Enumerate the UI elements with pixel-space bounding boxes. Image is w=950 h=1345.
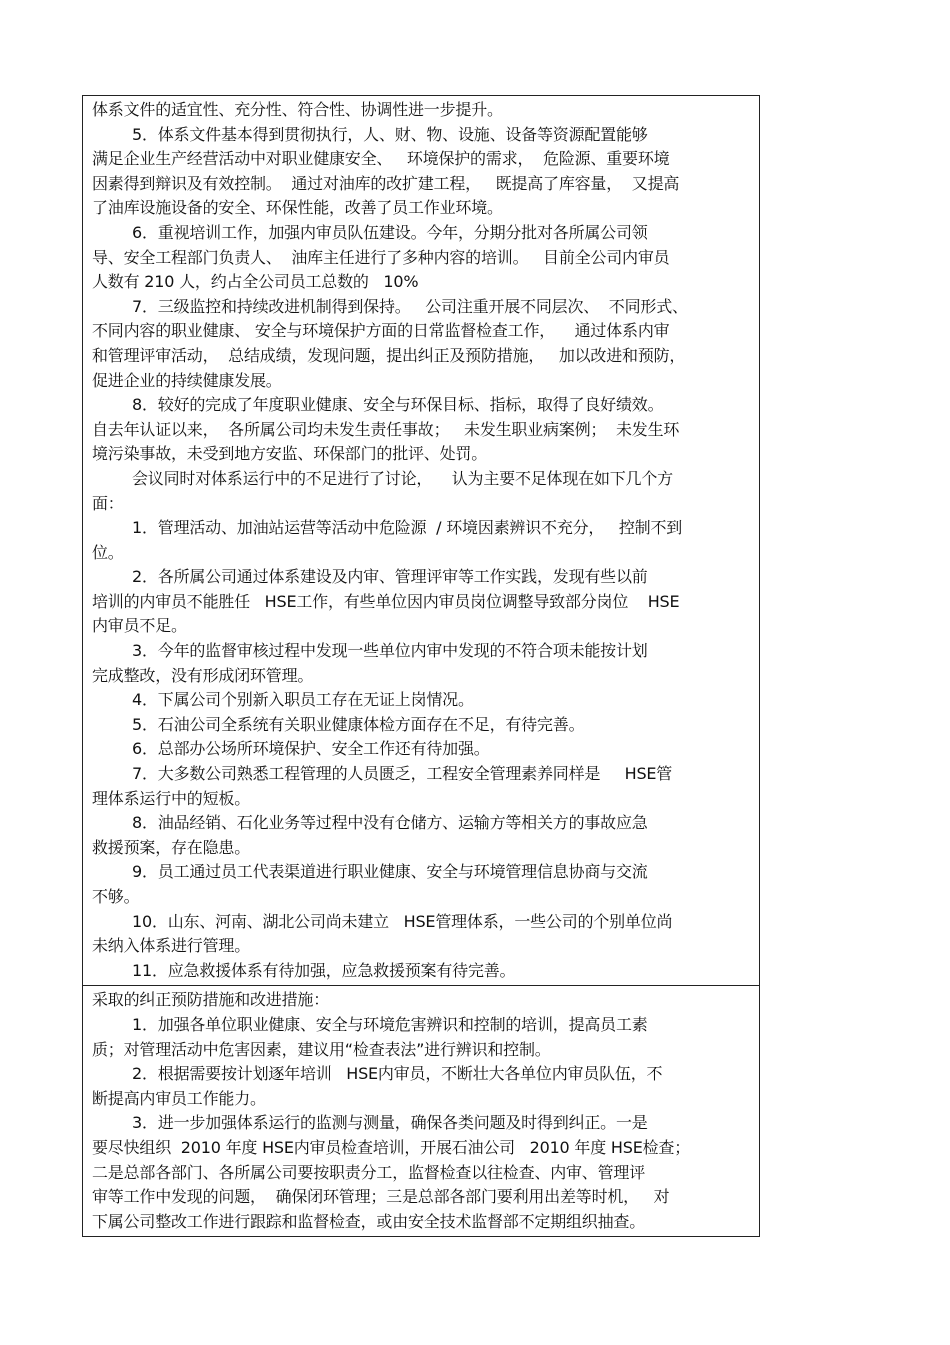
findings-line: 位。	[92, 542, 124, 562]
findings-line: 了油库设施设备的安全、环保性能，改善了员工作业环境。	[92, 198, 503, 218]
findings-line: 6．总部办公场所环境保护、安全工作还有待加强。	[132, 739, 490, 759]
findings-line: 满足企业生产经营活动中对职业健康安全、 环境保护的需求， 危险源、重要环境	[92, 149, 670, 169]
findings-line: 10．山东、河南、湖北公司尚未建立 HSE管理体系，一些公司的个别单位尚	[132, 911, 673, 931]
findings-line: 不够。	[92, 887, 140, 906]
findings-line: 内审员不足。	[92, 616, 187, 636]
findings-line: 救援预案，存在隐患。	[92, 837, 251, 857]
document-table	[82, 95, 760, 1237]
measures-line: 要尽快组织 2010 年度 HSE内审员检查培训，开展石油公司 2010 年度 HSE检查；	[92, 1137, 691, 1157]
findings-line: 完成整改，没有形成闭环管理。	[92, 665, 314, 685]
findings-line: 理体系运行中的短板。	[92, 788, 251, 808]
findings-line: 促进企业的持续健康发展。	[92, 370, 282, 390]
findings-line: 2．各所属公司通过体系建设及内审、管理评审等工作实践，发现有些以前	[132, 567, 648, 587]
findings-line: 导、安全工程部门负责人、 油库主任进行了多种内容的培训。 目前全公司内审员	[92, 247, 670, 267]
findings-line: 培训的内审员不能胜任 HSE工作，有些单位因内审员岗位调整导致部分岗位 HSE	[92, 591, 680, 611]
findings-line: 会议同时对体系运行中的不足进行了讨论， 认为主要不足体现在如下几个方	[132, 468, 673, 488]
findings-line: 8．较好的完成了年度职业健康、安全与环保目标、指标，取得了良好绩效。	[132, 395, 664, 415]
findings-line: 未纳入体系进行管理。	[92, 936, 251, 956]
findings-line: 9．员工通过员工代表渠道进行职业健康、安全与环境管理信息协商与交流	[132, 862, 648, 882]
findings-line: 和管理评审活动， 总结成绩，发现问题，提出纠正及预防措施， 加以改进和预防，	[92, 345, 686, 365]
findings-line: 7．大多数公司熟悉工程管理的人员匮乏，工程安全管理素养同样是 HSE管	[132, 764, 673, 784]
findings-line: 人数有 210 人，约占全公司员工总数的 10%	[92, 272, 419, 292]
measures-line: 质；对管理活动中危害因素，建议用“检查表法”进行辨识和控制。	[92, 1039, 551, 1059]
findings-line: 6．重视培训工作，加强内审员队伍建设。今年，分期分批对各所属公司领	[132, 222, 648, 242]
measures-line: 采取的纠正预防措施和改进措施：	[92, 990, 330, 1010]
findings-line: 11．应急救援体系有待加强，应急救援预案有待完善。	[132, 960, 516, 980]
findings-line: 4．下属公司个别新入职员工存在无证上岗情况。	[132, 690, 474, 710]
findings-line: 8．油品经销、石化业务等过程中没有仓储方、运输方等相关方的事故应急	[132, 813, 648, 833]
measures-line: 3．进一步加强体系运行的监测与测量，确保各类问题及时得到纠正。一是	[132, 1113, 648, 1133]
findings-cell	[83, 96, 759, 985]
measures-line: 下属公司整改工作进行跟踪和监督检查，或由安全技术监督部不定期组织抽查。	[92, 1211, 646, 1231]
findings-line: 不同内容的职业健康、 安全与环境保护方面的日常监督检查工作， 通过体系内审	[92, 321, 670, 341]
measures-line: 审等工作中发现的问题， 确保闭环管理；三是总部各部门要利用出差等时机， 对	[92, 1187, 670, 1207]
findings-line: 1．管理活动、加油站运营等活动中危险源 / 环境因素辨识不充分， 控制不到	[132, 518, 683, 538]
findings-line: 因素得到辩识及有效控制。 通过对油库的改扩建工程， 既提高了库容量， 又提高	[92, 173, 680, 193]
corrective-measures-cell	[83, 985, 759, 1236]
findings-line: 3．今年的监督审核过程中发现一些单位内审中发现的不符合项未能按计划	[132, 641, 648, 661]
findings-line: 面：	[92, 493, 124, 513]
measures-line: 1．加强各单位职业健康、安全与环境危害辨识和控制的培训，提高员工素	[132, 1014, 648, 1034]
measures-line: 二是总部各部门、各所属公司要按职责分工，监督检查以往检查、内审、管理评	[92, 1162, 646, 1182]
measures-line: 2．根据需要按计划逐年培训 HSE内审员，不断壮大各单位内审员队伍，不	[132, 1064, 663, 1084]
findings-line: 境污染事故，未受到地方安监、环保部门的批评、处罚。	[92, 444, 488, 464]
findings-line: 7．三级监控和持续改进机制得到保持。 公司注重开展不同层次、 不同形式、	[132, 296, 688, 316]
findings-line: 5．石油公司全系统有关职业健康体检方面存在不足，有待完善。	[132, 714, 585, 734]
findings-line: 体系文件的适宜性、充分性、符合性、协调性进一步提升。	[92, 100, 503, 119]
measures-line: 断提高内审员工作能力。	[92, 1088, 266, 1108]
findings-line: 自去年认证以来， 各所属公司均未发生责任事故； 未发生职业病案例； 未发生环	[92, 419, 680, 439]
findings-line: 5．体系文件基本得到贯彻执行，人、财、物、设施、设备等资源配置能够	[132, 124, 648, 144]
